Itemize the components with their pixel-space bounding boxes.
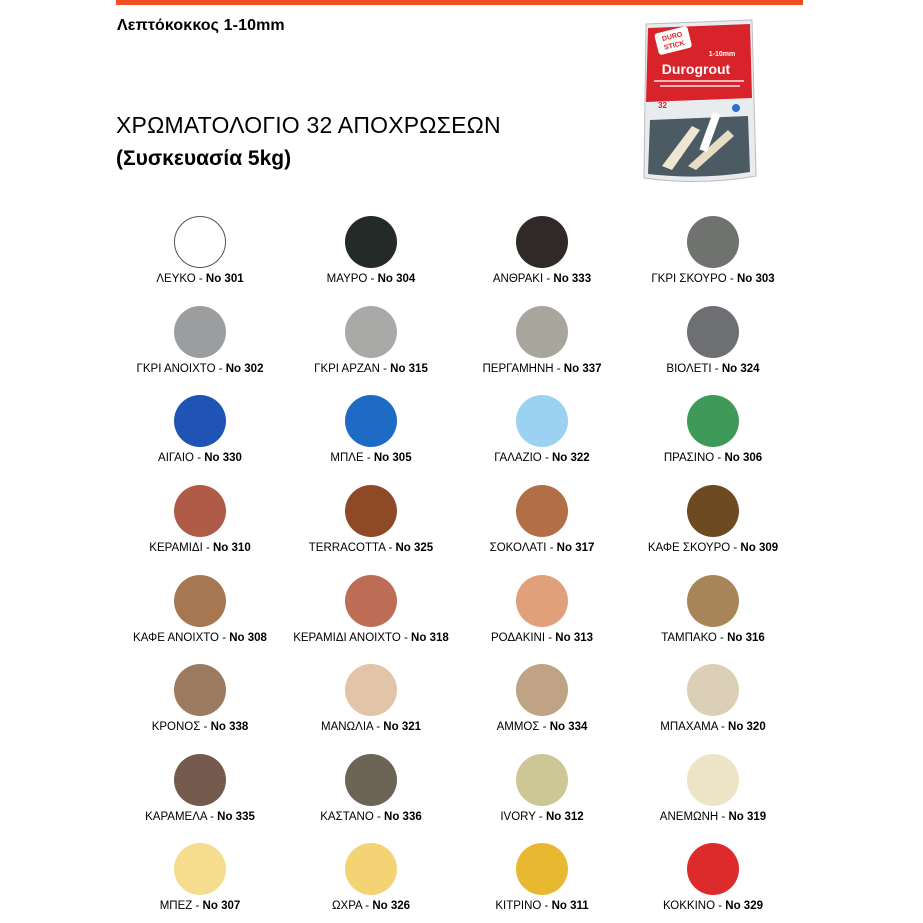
color-swatch [623,395,803,475]
swatch-code: No 304 [377,273,416,285]
swatch-separator: - [367,273,378,285]
swatch-name: ΑΙΓΑΙΟ [158,452,194,464]
swatch-code: No 333 [553,273,592,285]
swatch-name: ΑΝΕΜΩΝΗ [659,811,719,823]
color-swatch [623,843,803,923]
swatch-name: ΚΑΦΕ ΑΝΟΙΧΤΟ [133,632,219,644]
swatch-label [452,632,632,644]
swatch-separator: - [546,542,557,554]
swatch-name: ΜΑΝΩΛΙΑ [320,721,374,733]
swatch-color-circle [174,306,226,358]
swatch-separator: - [206,811,218,823]
color-swatch [623,216,803,296]
swatch-separator: - [192,900,203,912]
swatch-color-circle [687,843,739,895]
swatch-separator: - [219,632,230,644]
color-swatch [110,395,290,475]
swatch-code: No 330 [204,452,242,464]
swatch-color-circle [345,216,397,268]
swatch-separator: - [543,273,554,285]
color-swatch [110,216,290,296]
color-swatch [110,575,290,655]
swatch-color-circle [687,306,739,358]
swatch-name: ΜΠΑΧΑΜΑ [660,721,718,733]
swatch-separator: - [717,721,729,733]
swatch-code: No 302 [225,363,264,375]
swatch-color-circle [687,664,739,716]
color-swatch [623,664,803,744]
swatch-name: ΑΜΜΟΣ [496,721,540,733]
swatch-code: No 305 [373,452,412,464]
swatch-separator: - [363,452,374,464]
swatch-color-circle [174,395,226,447]
swatch-color-circle [516,485,568,537]
swatch-label [281,900,461,912]
color-swatch [110,306,290,386]
swatch-name: ΩΧΡΑ [331,900,363,912]
color-swatch [110,843,290,923]
swatch-code: No 320 [728,721,766,733]
swatch-name: ΚΑΣΤΑΝΟ [320,811,374,823]
color-swatch [623,575,803,655]
swatch-color-circle [345,485,397,537]
swatch-code: No 338 [210,721,249,733]
swatch-name: ΠΕΡΓΑΜΗΝΗ [482,363,554,375]
swatch-name: IVORY [500,811,536,823]
swatch-separator: - [535,811,546,823]
swatch-label [281,811,461,823]
swatch-separator: - [545,632,556,644]
page-title: ΧΡΩΜΑΤΟΛΟΓΙΟ 32 ΑΠΟΧΡΩΣΕΩΝ [116,112,501,138]
swatch-name: ΚΕΡΑΜΙΔΙ ΑΝΟΙΧΤΟ [293,632,401,644]
swatch-code: No 312 [545,811,584,823]
color-swatch [281,485,461,565]
swatch-code: No 337 [563,363,602,375]
color-swatch [452,216,632,296]
swatch-label [623,273,803,285]
swatch-color-circle [345,843,397,895]
swatch-code: No 321 [383,721,422,733]
swatch-name: ΚΑΡΑΜΕΛΑ [145,811,207,823]
swatch-color-circle [516,664,568,716]
swatch-name: ΚΡΟΝΟΣ [151,721,201,733]
swatch-color-circle [345,664,397,716]
swatch-color-circle [516,306,568,358]
swatch-separator: - [195,273,206,285]
swatch-separator: - [726,273,737,285]
swatch-separator: - [202,542,213,554]
swatch-separator: - [711,363,722,375]
swatch-label [110,273,290,285]
swatch-code: No 322 [551,452,590,464]
swatch-code: No 313 [555,632,594,644]
swatch-code: No 303 [736,273,775,285]
swatch-color-circle [345,575,397,627]
color-swatch [281,664,461,744]
color-swatch [623,485,803,565]
swatch-name: ΜΑΥΡΟ [326,273,368,285]
swatch-name: ΣΟΚΟΛΑΤΙ [489,542,547,554]
swatch-separator: - [385,542,396,554]
swatch-label [110,721,290,733]
color-swatch [452,754,632,834]
swatch-color-circle [174,664,226,716]
swatch-label [110,542,290,554]
swatch-separator: - [716,632,728,644]
swatch-separator: - [194,452,205,464]
swatch-color-circle [516,575,568,627]
swatch-label [452,721,632,733]
swatch-code: No 319 [728,811,767,823]
swatch-name: ΠΡΑΣΙΝΟ [663,452,715,464]
swatch-label [281,721,461,733]
swatch-separator: - [541,900,552,912]
swatch-label [281,542,461,554]
swatch-separator: - [553,363,564,375]
swatch-name: ΑΝΘΡΑΚΙ [492,273,544,285]
swatch-code: No 308 [229,632,267,644]
swatch-label [281,363,461,375]
swatch-label [623,542,803,554]
swatch-separator: - [215,363,226,375]
color-swatch [281,395,461,475]
swatch-color-circle [174,843,226,895]
bag-brand-bottom: STICK [663,39,686,52]
swatch-code: No 324 [721,363,760,375]
color-swatch [281,754,461,834]
swatch-code: No 326 [372,900,411,912]
swatch-name: ΜΠΕΖ [159,900,193,912]
swatch-color-circle [174,216,226,268]
swatch-label [452,452,632,464]
swatch-label [452,363,632,375]
color-swatch [452,395,632,475]
swatch-color-circle [345,306,397,358]
color-swatch [281,575,461,655]
color-swatch [281,306,461,386]
swatch-color-circle [687,485,739,537]
swatch-name: ΓΑΛΑΖΙΟ [494,452,542,464]
grain-subtitle: Λεπτόκοκκος 1-10mm [117,17,285,34]
swatch-separator: - [362,900,373,912]
swatch-code: No 311 [551,900,589,912]
swatch-separator: - [373,721,384,733]
swatch-label [281,632,461,644]
swatch-separator: - [718,811,729,823]
swatch-name: ΓΚΡΙ ΑΝΟΙΧΤΟ [136,363,216,375]
swatch-color-circle [516,843,568,895]
swatch-name: ΚΟΚΚΙΝΟ [662,900,716,912]
swatch-separator: - [539,721,550,733]
swatch-code: No 335 [217,811,255,823]
swatch-code: No 306 [724,452,763,464]
color-swatch [281,216,461,296]
color-swatch [281,843,461,923]
swatch-label [623,721,803,733]
swatch-label [110,363,290,375]
bag-count: 32 [658,101,667,110]
swatch-name: ΚΙΤΡΙΝΟ [495,900,542,912]
color-swatch [623,306,803,386]
swatch-name: ΡΟΔΑΚΙΝΙ [490,632,546,644]
swatch-name: ΜΠΛΕ [330,452,364,464]
swatch-name: TERRACOTTA [308,542,386,554]
swatch-label [452,273,632,285]
color-swatch [110,664,290,744]
swatch-label [110,900,290,912]
color-swatch [623,754,803,834]
swatch-color-circle [516,216,568,268]
swatch-code: No 316 [727,632,765,644]
swatch-color-circle [174,485,226,537]
swatch-color-circle [687,754,739,806]
swatch-separator: - [373,811,385,823]
swatch-label [110,452,290,464]
color-swatch [452,575,632,655]
swatch-code: No 325 [395,542,434,554]
swatch-color-circle [516,395,568,447]
swatch-color-circle [687,216,739,268]
color-swatch [110,485,290,565]
swatch-name: ΚΑΦΕ ΣΚΟΥΡΟ [647,542,731,554]
swatch-code: No 310 [213,542,251,554]
swatch-label [623,811,803,823]
swatch-code: No 334 [549,721,588,733]
swatch-label [110,811,290,823]
color-swatch [452,664,632,744]
swatch-name: ΓΚΡΙ ΑΡΖΑΝ [314,363,380,375]
swatch-name: ΚΕΡΑΜΙΔΙ [149,542,203,554]
swatch-label [623,900,803,912]
swatch-label [452,900,632,912]
swatch-separator: - [730,542,741,554]
swatch-name: ΛΕΥΚΟ [156,273,196,285]
swatch-code: No 309 [740,542,779,554]
swatch-name: ΓΚΡΙ ΣΚΟΥΡΟ [651,273,727,285]
swatch-code: No 318 [411,632,449,644]
swatch-separator: - [200,721,211,733]
swatch-separator: - [379,363,391,375]
swatch-separator: - [541,452,552,464]
swatch-name: ΒΙΟΛΕΤΙ [666,363,712,375]
color-swatch [452,843,632,923]
package-size: (Συσκευασία 5kg) [116,147,292,170]
color-swatch [452,485,632,565]
swatch-label [281,452,461,464]
swatch-code: No 307 [202,900,241,912]
swatch-color-circle [687,575,739,627]
swatch-separator: - [714,452,725,464]
bag-product-name: Durogrout [661,61,731,77]
swatch-color-circle [516,754,568,806]
swatch-code: No 317 [556,542,595,554]
swatch-color-circle [174,575,226,627]
swatch-color-circle [345,395,397,447]
swatch-label [623,452,803,464]
swatch-label [623,363,803,375]
swatch-label [452,811,632,823]
swatch-code: No 315 [390,363,428,375]
swatch-label [623,632,803,644]
swatch-color-circle [345,754,397,806]
bag-brand-top: DURO [661,31,684,44]
swatch-separator: - [715,900,726,912]
swatch-label [281,273,461,285]
swatch-color-circle [687,395,739,447]
swatch-name: ΤΑΜΠΑΚΟ [661,632,717,644]
swatch-label [110,632,290,644]
swatch-code: No 329 [725,900,763,912]
swatch-separator: - [400,632,412,644]
swatch-color-circle [174,754,226,806]
swatch-label [452,542,632,554]
bag-size-label: 1-10mm [708,51,736,58]
color-swatch [110,754,290,834]
color-swatch [452,306,632,386]
swatch-code: No 336 [384,811,422,823]
swatch-code: No 301 [205,273,244,285]
